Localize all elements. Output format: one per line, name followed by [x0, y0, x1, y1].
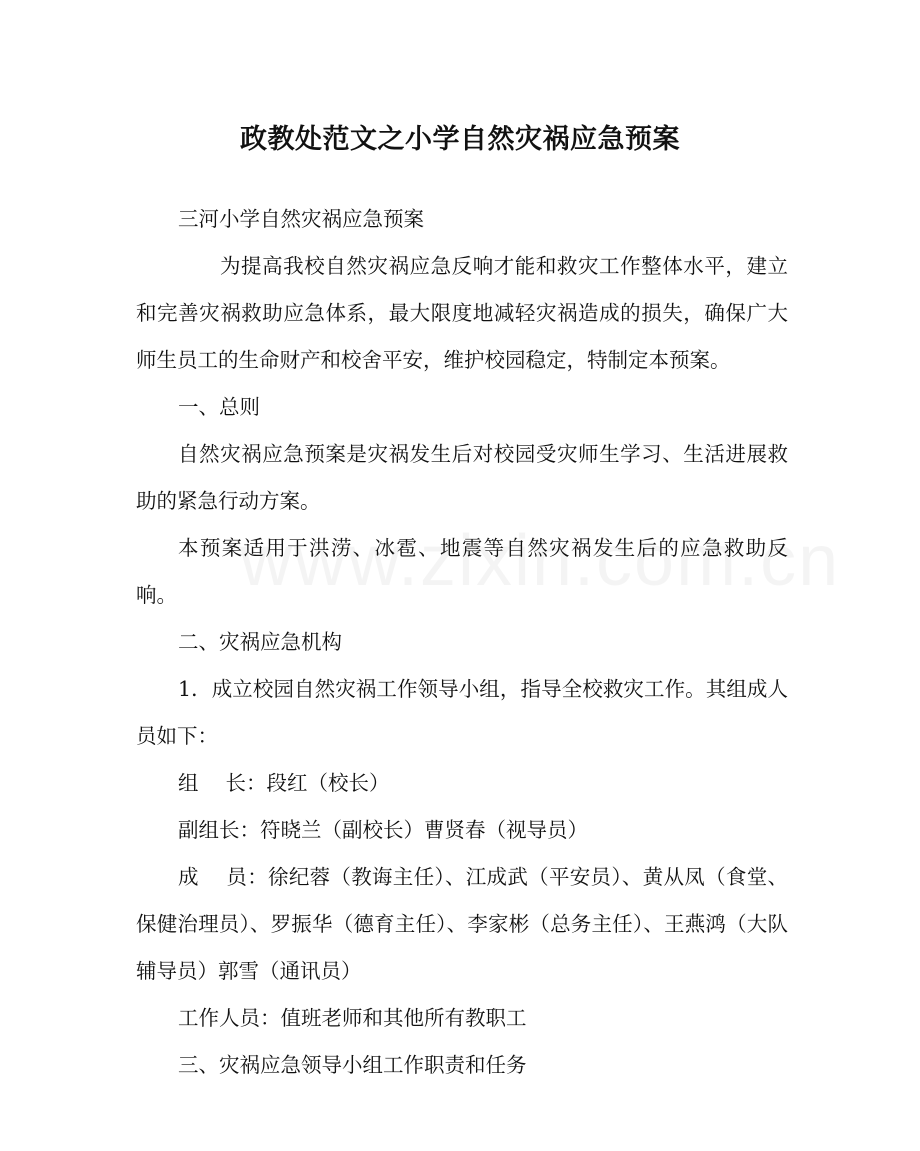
section-1-heading: 一、总则 [178, 395, 260, 419]
intro-paragraph: 为提高我校自然灾祸应急反响才能和救灾工作整体水平，建立和完善灾祸救助应急体系，最大限度地减轻灾祸造成的损失，确保广大师生员工的生命财产和校舍平安，维护校园稳定，特制定本预案。 [136, 254, 788, 372]
document-body [136, 196, 788, 1089]
section-2-item-1: 1．成立校园自然灾祸工作领导小组，指导全校救灾工作。其组成人员如下： [136, 677, 788, 748]
members-paragraph: 成 员：徐纪蓉（教诲主任）、江成武（平安员）、黄从凤（食堂、保健治理员）、罗振华（德育主任）、李家彬（总务主任）、王燕鸿（大队辅导员）郭雪（通讯员） [136, 865, 788, 983]
deputy-line: 副组长：符晓兰（副校长）曹贤春（视导员） [178, 818, 588, 842]
document-title: 政教处范文之小学自然灾祸应急预案 [240, 124, 680, 155]
subtitle: 三河小学自然灾祸应急预案 [178, 207, 424, 231]
leader-line: 组 长：段红（校长） [178, 771, 390, 795]
section-1-paragraph-1: 自然灾祸应急预案是灾祸发生后对校园受灾师生学习、生活进展救助的紧急行动方案。 [136, 442, 788, 513]
staff-line: 工作人员：值班老师和其他所有教职工 [178, 1006, 527, 1030]
section-3-heading: 三、灾祸应急领导小组工作职责和任务 [178, 1053, 527, 1077]
section-1-paragraph-2: 本预案适用于洪涝、冰雹、地震等自然灾祸发生后的应急救助反响。 [136, 536, 788, 607]
section-2-heading: 二、灾祸应急机构 [178, 630, 342, 654]
